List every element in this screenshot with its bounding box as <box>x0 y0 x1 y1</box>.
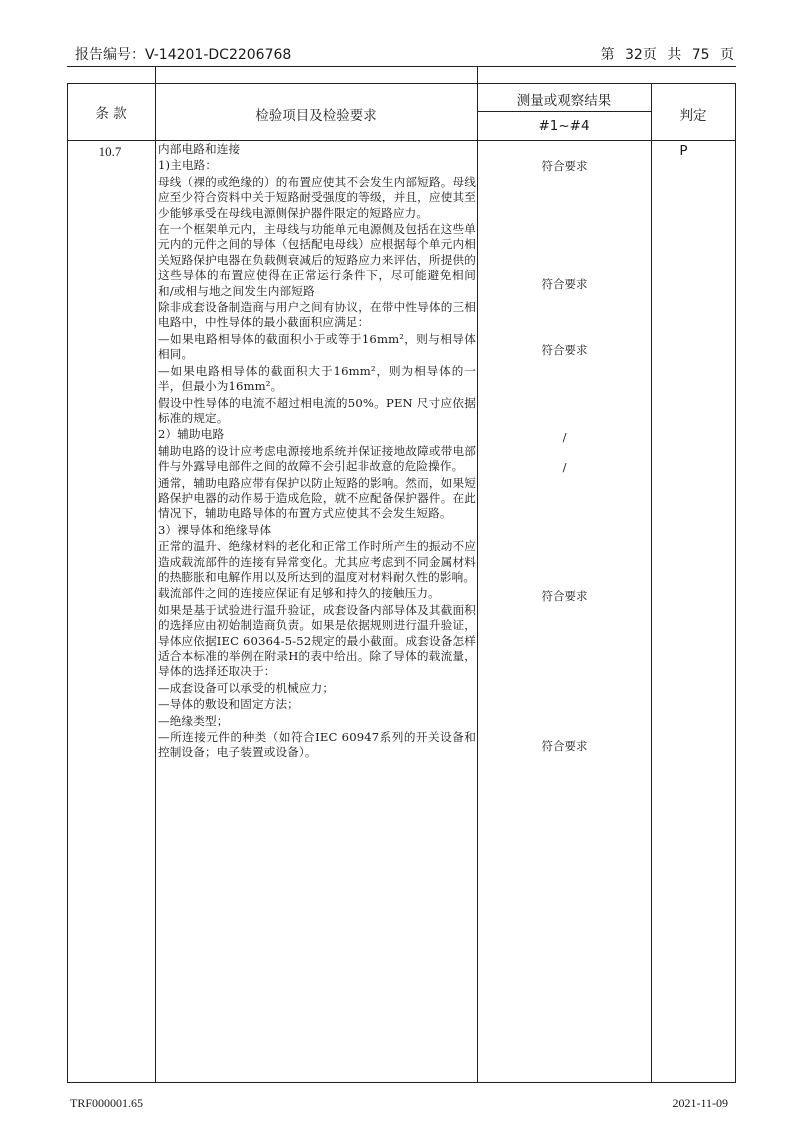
requirement-paragraph: 如果是基于试验进行温升验证，成套设备内部导体及其截面积的选择应由初始制造商负责。如果是依据规则进行温升验证，导体应依据IEC 60364-5-52规定的最小截面。成套设备怎样适合本标准的举例在附录H的表中给出。除了导体的载流量，导体的选择还取决于： <box>158 602 476 679</box>
requirement-paragraph: 3）裸导体和绝缘导体 <box>158 522 272 537</box>
page-number: 第 32页 共 75 页 <box>600 47 734 63</box>
requirement-paragraph: —所连接元件的种类（如符合IEC 60947系列的开关设备和控制设备；电子装置或设备）。 <box>158 730 476 760</box>
requirement-paragraph: 假设中性导体的电流不超过相电流的50%。PEN 尺寸应依据标准的规定。 <box>158 395 476 425</box>
verdict: P <box>679 143 688 159</box>
requirement-paragraph: —成套设备可以承受的机械应力； <box>158 680 335 695</box>
requirement-text <box>158 142 476 762</box>
requirement-paragraph: 1)主电路： <box>158 158 218 173</box>
requirement-paragraph: 母线（裸的或绝缘的）的布置应使其不会发生内部短路。母线应至少符合资料中关于短路耐受强度的等级，并且，应使其至少能够承受在母线电源侧保护器件限定的短路应力。 <box>158 174 476 220</box>
requirement-paragraph: —绝缘类型； <box>158 713 229 728</box>
result-entry: 符合要求 <box>541 739 588 753</box>
column-divider <box>651 83 652 1082</box>
requirement-paragraph: 辅助电路的设计应考虑电源接地系统并保证接地故障或带电部件与外露导电部件之间的故障不会引起非故意的危险操作。 <box>158 443 476 474</box>
requirement-paragraph: 2）辅助电路 <box>158 427 225 442</box>
column-header-requirement: 检验项目及检验要求 <box>255 108 377 124</box>
table-border-top <box>67 83 736 84</box>
header-sub-divider <box>477 111 651 112</box>
column-header-result-samples: #1~#4 <box>538 118 590 134</box>
requirement-paragraph: 通常，辅助电路应带有保护以防止短路的影响。然而，如果短路保护电器的动作易于造成危险，就不应配备保护器件。在此情况下，辅助电路导体的布置方式应使其不会发生短路。 <box>158 475 476 521</box>
result-entry: 符合要求 <box>541 343 588 357</box>
requirement-paragraph: 在一个框架单元内，主母线与功能单元电源侧及包括在这些单元内的元件之间的导体（包括配电母线）应根据每个单元内相关短路保护电器在负载侧衰减后的短路应力来评估，所提供的这些导体的布置应使得在正常运行条件下，尽可能避免相间和/或相与地之间发生内部短路 <box>158 222 476 298</box>
result-entry: 符合要求 <box>541 589 588 603</box>
requirement-paragraph: 正常的温升、绝缘材料的老化和正常工作时所产生的振动不应造成载流部件的连接有异常变化。尤其应考虑到不同金属材料的热膨胀和电解作用以及所达到的温度对材料耐久性的影响。 <box>158 539 476 584</box>
revision-date: 2021-11-09 <box>672 1096 728 1110</box>
table-border-left <box>67 83 68 1082</box>
result-entry: / <box>562 430 567 444</box>
result-entry: / <box>562 460 567 474</box>
requirement-paragraph: 除非成套设备制造商与用户之间有协议，在带中性导体的三相电路中，中性导体的最小截面积应满足： <box>158 300 476 330</box>
requirement-paragraph: —导体的敷设和固定方法； <box>158 697 299 712</box>
form-number: TRF000001.65 <box>70 1096 144 1110</box>
requirement-paragraph: 载流部件之间的连接应保证有足够和持久的接触压力。 <box>158 586 440 601</box>
result-entry: 符合要求 <box>541 159 588 173</box>
header-rule <box>67 66 736 67</box>
header-row-divider <box>67 140 736 141</box>
table-border-right <box>735 83 736 1082</box>
clause-number: 10.7 <box>98 144 122 159</box>
column-header-clause: 条 款 <box>95 106 127 122</box>
requirement-paragraph: —如果电路相导体的截面积小于或等于16mm²，则与相导体相同。 <box>158 331 476 362</box>
column-header-result: 测量或观察结果 <box>516 93 612 109</box>
report-number: 报告编号：V-14201-DC2206768 <box>75 47 292 63</box>
column-header-verdict: 判定 <box>679 108 707 124</box>
requirement-paragraph: 内部电路和连接 <box>158 142 241 156</box>
result-entry: 符合要求 <box>541 277 588 291</box>
column-divider <box>477 66 478 1082</box>
column-divider <box>155 66 156 1082</box>
table-border-bottom <box>67 1082 736 1083</box>
requirement-paragraph: —如果电路相导体的截面积大于16mm²，则为相导体的一半，但最小为16mm²。 <box>158 363 476 394</box>
